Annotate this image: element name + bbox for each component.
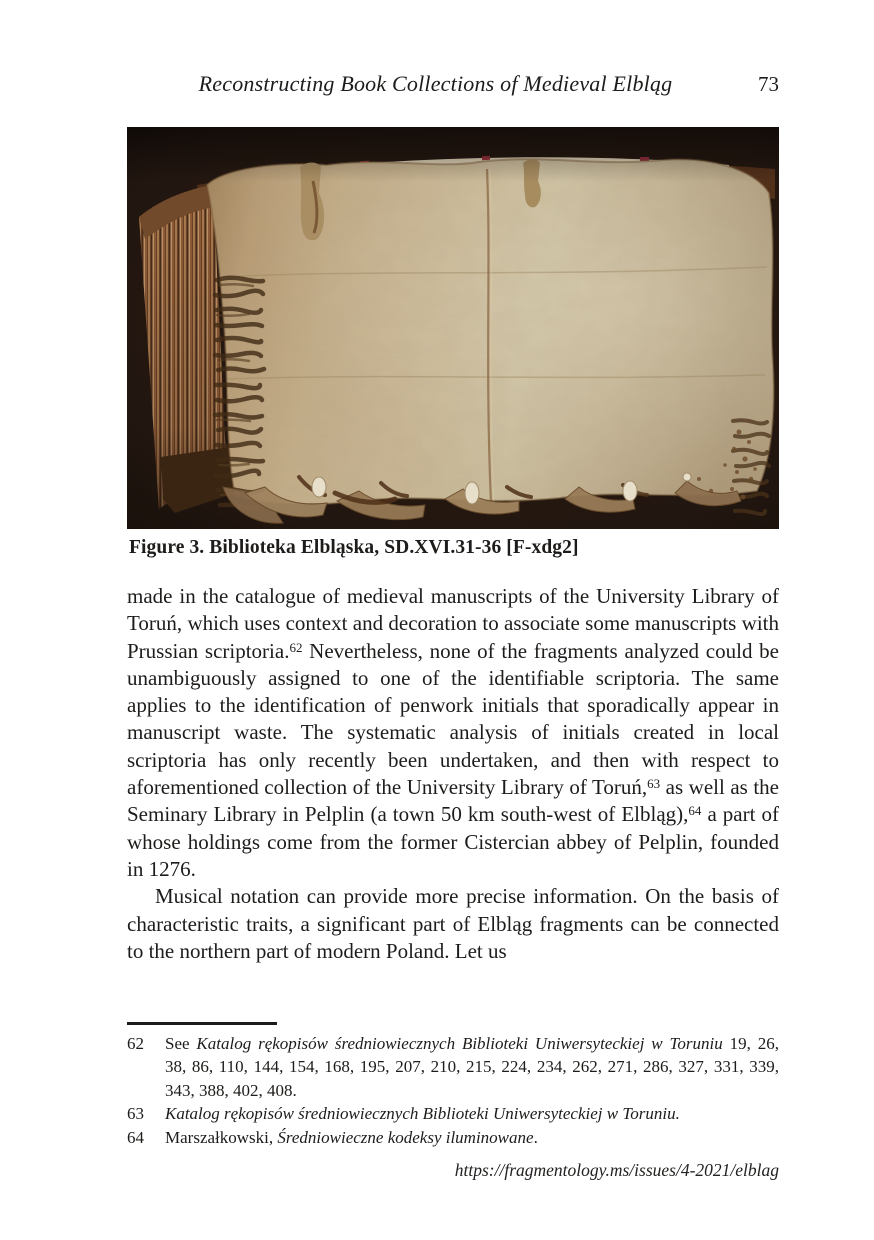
footnote-text: [165, 1102, 779, 1125]
footnote-text: [165, 1126, 779, 1149]
footnote-number: 62: [127, 1034, 144, 1053]
body-p1-text-4: a part of whose holdings come from the former Cistercian abbey of Pelplin, founded in 1276.: [127, 802, 779, 881]
body-p1-text-3: as well as the Seminary Library in Pelplin (a town 50 km south-west of Elbląg),: [127, 775, 779, 827]
photo-vignette: [127, 127, 779, 182]
footnote-item: [127, 1102, 779, 1125]
footnote-64-roman-2: .: [533, 1127, 538, 1147]
footnote-64-roman-1: Marszałkowski,: [165, 1127, 278, 1147]
body-paragraph-2: Musical notation can provide more precise information. On the basis of characteristic traits, a significant part of Elbląg fragments can be connected to the northern part of modern Poland. Let us: [127, 884, 779, 963]
figure-photo: [127, 127, 779, 529]
footnote-ref-64: 64: [688, 803, 702, 819]
body-p1-text-1: made in the catalogue of medieval manuscripts of the University Library of Toruń, which uses context and decoration to associate some manuscripts with Prussian scriptoria.: [127, 584, 779, 663]
footnote-item: [127, 1032, 779, 1102]
journal-url-footer: [127, 1160, 779, 1181]
footnote-ref-63: 63: [647, 776, 661, 792]
manuscript-book-photo: [127, 127, 779, 529]
figure-caption: Figure 3. Biblioteka Elbląska, SD.XVI.31-36 [F-xdg2]: [129, 537, 579, 558]
parchment-cover: [207, 159, 774, 504]
footnote-ref-62: 62: [289, 639, 303, 655]
page-header: [127, 71, 779, 97]
page-number: 73: [758, 72, 779, 96]
footnote-64-title-italic: Średniowieczne kodeksy iluminowane: [277, 1127, 534, 1147]
footnote-62-title-italic: Katalog rękopisów średniowiecznych Biblioteki Uniwersyteckiej w Toruniu: [196, 1034, 723, 1053]
body-text: [127, 583, 779, 965]
body-p1-text-2: Nevertheless, none of the fragments analyzed could be unambiguously assigned to one of the identifiable scriptoria. The same applies to the identification of penwork initials that sporadically appear in manuscript waste. The systematic analysis of initials created in local scriptoria has only recently been undertaken, and then with respect to aforementioned collection of the University Library of Toruń,: [127, 638, 779, 800]
footnote-separator-rule: [127, 1022, 277, 1025]
running-title: Reconstructing Book Collections of Medieval Elbląg: [198, 71, 673, 96]
body-paragraph-1: [127, 583, 779, 883]
footnote-number: 63: [127, 1104, 144, 1124]
footnote-item: [127, 1126, 779, 1149]
footnote-63-title-italic: Katalog rękopisów średniowiecznych Biblioteki Uniwersyteckiej w Toruniu.: [165, 1104, 680, 1124]
footnotes-section: [127, 1022, 779, 1149]
footnote-number: 64: [127, 1127, 144, 1147]
footnote-text: [165, 1032, 779, 1102]
journal-url-link[interactable]: https://fragmentology.ms/issues/4-2021/elblag: [454, 1160, 779, 1180]
footnote-62-roman-1: See: [165, 1034, 197, 1053]
footnote-62-roman-2: 19, 26, 38, 86, 110, 144, 154, 168, 195, 207, 210, 215, 224, 234, 262, 271, 286, 327, 331, 339, 343, 388, 402, 408.: [165, 1034, 779, 1100]
